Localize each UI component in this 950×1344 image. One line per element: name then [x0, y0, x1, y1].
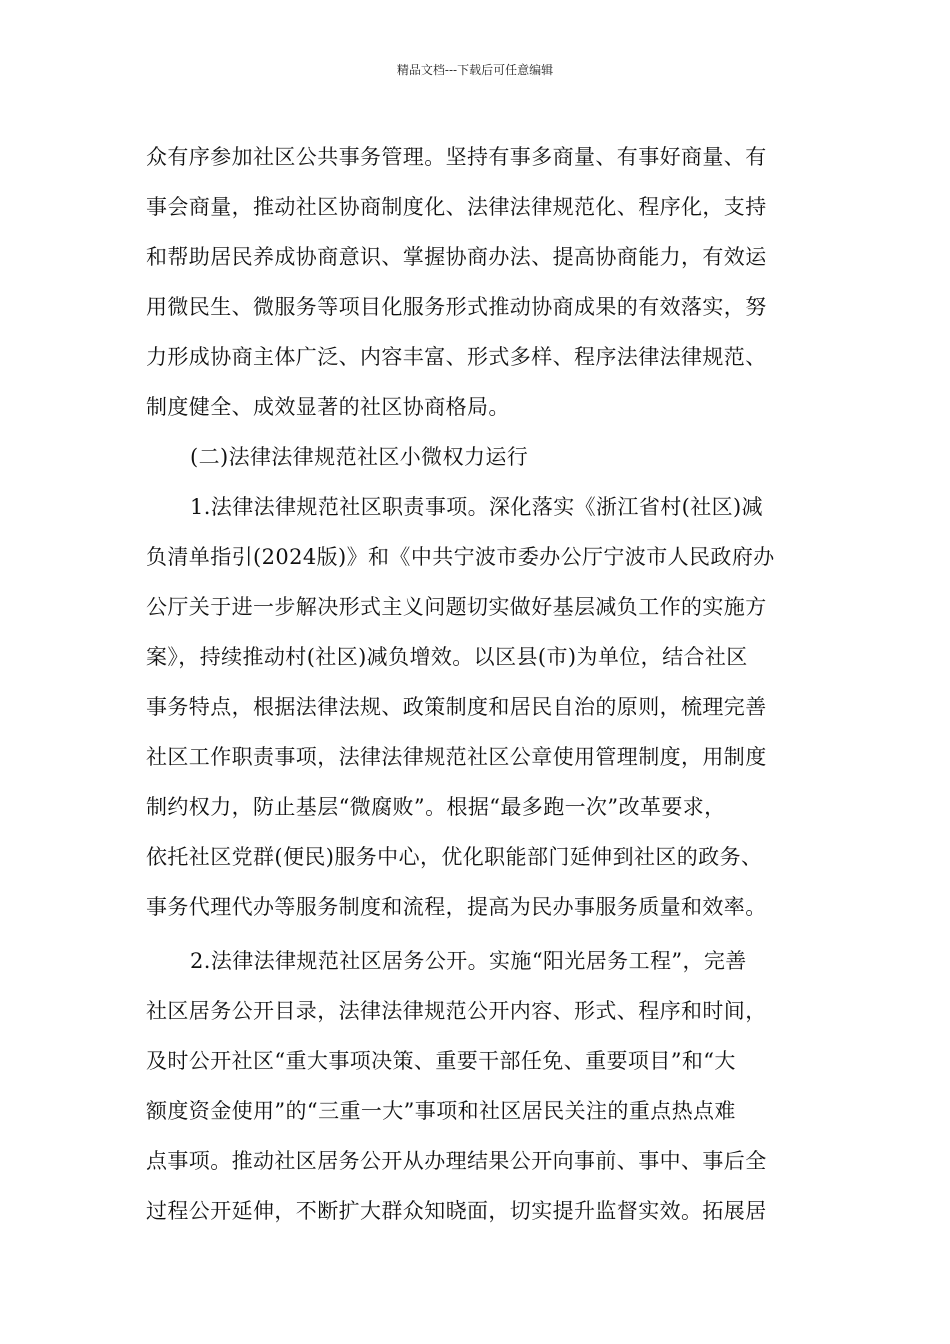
text-line: 点事项。推动社区居务公开从办理结果公开向事前、事中、事后全 [146, 1149, 767, 1173]
text-line: 依托社区党群(便民)服务中心，优化职能部门延伸到社区的政务、 [146, 845, 763, 869]
text-line: 及时公开社区“重大事项决策、重要干部任免、重要项目”和“大 [146, 1049, 736, 1073]
text-line: 事务特点，根据法律法规、政策制度和居民自治的原则，梳理完善 [146, 695, 767, 719]
text-line: 用微民生、微服务等项目化服务形式推动协商成果的有效落实，努 [146, 295, 767, 319]
text-line: 负清单指引(2024版)》和《中共宁波市委办公厅宁波市人民政府办 [146, 545, 775, 569]
text-line: 过程公开延伸，不断扩大群众知晓面，切实提升监督实效。拓展居 [146, 1199, 767, 1223]
text-line: 事务代理代办等服务制度和流程，提高为民办事服务质量和效率。 [146, 895, 767, 919]
text-line: 力形成协商主体广泛、内容丰富、形式多样、程序法律法律规范、 [146, 345, 767, 369]
document-body [146, 132, 806, 1236]
text-line: 案》，持续推动村(社区)减负增效。以区县(市)为单位，结合社区 [146, 645, 748, 669]
section-heading: (二)法律法律规范社区小微权力运行 [190, 445, 529, 469]
text-line: 制约权力，防止基层“微腐败”。根据“最多跑一次”改革要求， [146, 795, 726, 819]
text-line: 众有序参加社区公共事务管理。坚持有事多商量、有事好商量、有 [146, 145, 767, 169]
text-line: 社区工作职责事项，法律法律规范社区公章使用管理制度，用制度 [146, 745, 767, 769]
text-line: 和帮助居民养成协商意识、掌握协商办法、提高协商能力，有效运 [146, 245, 767, 269]
paragraph-start-line: 1.法律法律规范社区职责事项。深化落实《浙江省村(社区)减 [190, 495, 764, 519]
page-header: 精品文档---下载后可任意编辑 [396, 63, 554, 77]
text-line: 额度资金使用”的“三重一大”事项和社区居民关注的重点热点难 [146, 1099, 736, 1123]
paragraph-start-line: 2.法律法律规范社区居务公开。实施“阳光居务工程”，完善 [190, 949, 747, 973]
text-line: 社区居务公开目录，法律法律规范公开内容、形式、程序和时间， [146, 999, 767, 1023]
text-line: 制度健全、成效显著的社区协商格局。 [146, 395, 510, 419]
text-line: 事会商量，推动社区协商制度化、法律法律规范化、程序化，支持 [146, 195, 767, 219]
text-line: 公厅关于进一步解决形式主义问题切实做好基层减负工作的实施方 [146, 595, 767, 619]
